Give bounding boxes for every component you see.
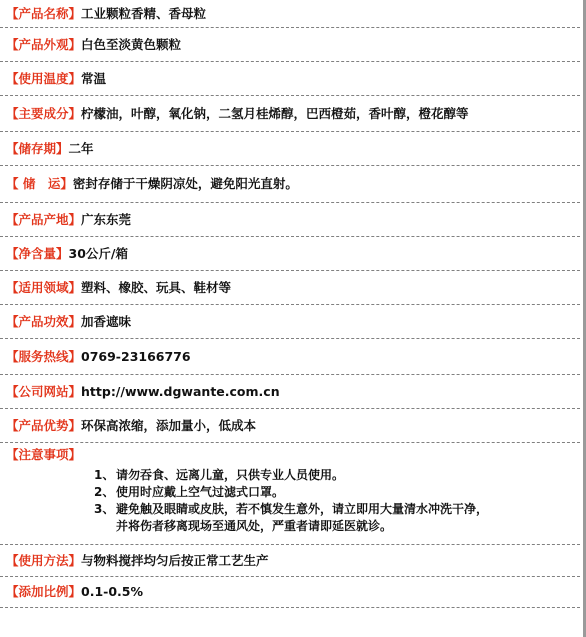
precaution-item xyxy=(94,501,580,518)
value-temperature: 常温 xyxy=(81,70,107,86)
precaution-item-continuation xyxy=(94,518,580,535)
label-hotline: 【服务热线】 xyxy=(6,348,82,364)
label-dosage-ratio: 【添加比例】 xyxy=(6,584,82,599)
row-net-content xyxy=(0,237,580,271)
label-applications: 【适用领域】 xyxy=(6,279,82,295)
value-website[interactable]: http://www.dgwante.com.cn xyxy=(81,383,280,399)
label-ingredients: 【主要成分】 xyxy=(6,105,82,121)
row-applications xyxy=(0,271,580,305)
row-storage xyxy=(0,166,580,203)
value-usage: 与物料搅拌均匀后按正常工艺生产 xyxy=(81,552,269,568)
precaution-item xyxy=(94,484,580,501)
value-product-name: 工业颗粒香精、香母粒 xyxy=(81,5,207,21)
value-storage: 密封存储于干燥阴凉处，避免阳光直射。 xyxy=(72,176,298,191)
value-net-content: 30公斤/箱 xyxy=(68,245,128,261)
row-origin xyxy=(0,203,580,237)
label-usage: 【使用方法】 xyxy=(6,552,82,568)
row-precautions xyxy=(0,443,580,545)
label-temperature: 【使用温度】 xyxy=(6,70,82,86)
label-precautions: 【注意事项】 xyxy=(6,447,82,462)
precautions-list xyxy=(6,467,580,535)
label-storage: 【 储 运】 xyxy=(6,176,73,191)
row-website xyxy=(0,375,580,409)
value-shelf-life: 二年 xyxy=(68,140,94,156)
value-origin: 广东东莞 xyxy=(81,211,132,227)
value-function: 加香遮味 xyxy=(81,313,132,329)
row-product-name xyxy=(0,0,580,28)
precaution-number: 2、 xyxy=(94,485,115,499)
value-ingredients: 柠檬油，叶醇，氧化钠，二氢月桂烯醇，巴西橙茹，香叶醇，橙花醇等 xyxy=(81,105,469,121)
label-product-name: 【产品名称】 xyxy=(6,5,82,21)
row-ingredients xyxy=(0,96,580,132)
label-shelf-life: 【储存期】 xyxy=(6,140,69,156)
row-function xyxy=(0,305,580,339)
row-hotline xyxy=(0,339,580,375)
precaution-item xyxy=(94,467,580,484)
row-usage xyxy=(0,545,580,577)
value-applications: 塑料、橡胶、玩具、鞋材等 xyxy=(81,279,232,295)
precaution-text-continuation: 并将伤者移离现场至通风处，严重者请即延医就诊。 xyxy=(116,519,393,533)
value-hotline: 0769-23166776 xyxy=(81,348,191,364)
label-website: 【公司网站】 xyxy=(6,383,82,399)
label-net-content: 【净含量】 xyxy=(6,245,69,261)
precaution-text: 避免触及眼睛或皮肤，若不慎发生意外，请立即用大量清水冲洗干净， xyxy=(116,502,489,516)
row-shelf-life xyxy=(0,132,580,166)
value-advantages: 环保高浓缩，添加量小，低成本 xyxy=(81,417,257,433)
label-origin: 【产品产地】 xyxy=(6,211,82,227)
value-dosage-ratio: 0.1-0.5% xyxy=(81,584,144,599)
row-appearance xyxy=(0,28,580,62)
label-function: 【产品功效】 xyxy=(6,313,82,329)
precaution-text: 请勿吞食、远离儿童，只供专业人员使用。 xyxy=(116,468,345,482)
label-appearance: 【产品外观】 xyxy=(6,36,82,52)
precaution-number: 3、 xyxy=(94,502,115,516)
row-advantages xyxy=(0,409,580,443)
value-appearance: 白色至淡黄色颗粒 xyxy=(81,36,182,52)
row-dosage-ratio xyxy=(0,577,580,608)
precaution-text: 使用时应戴上空气过滤式口罩。 xyxy=(116,485,285,499)
row-temperature xyxy=(0,62,580,96)
precaution-number: 1、 xyxy=(94,468,115,482)
label-advantages: 【产品优势】 xyxy=(6,417,82,433)
